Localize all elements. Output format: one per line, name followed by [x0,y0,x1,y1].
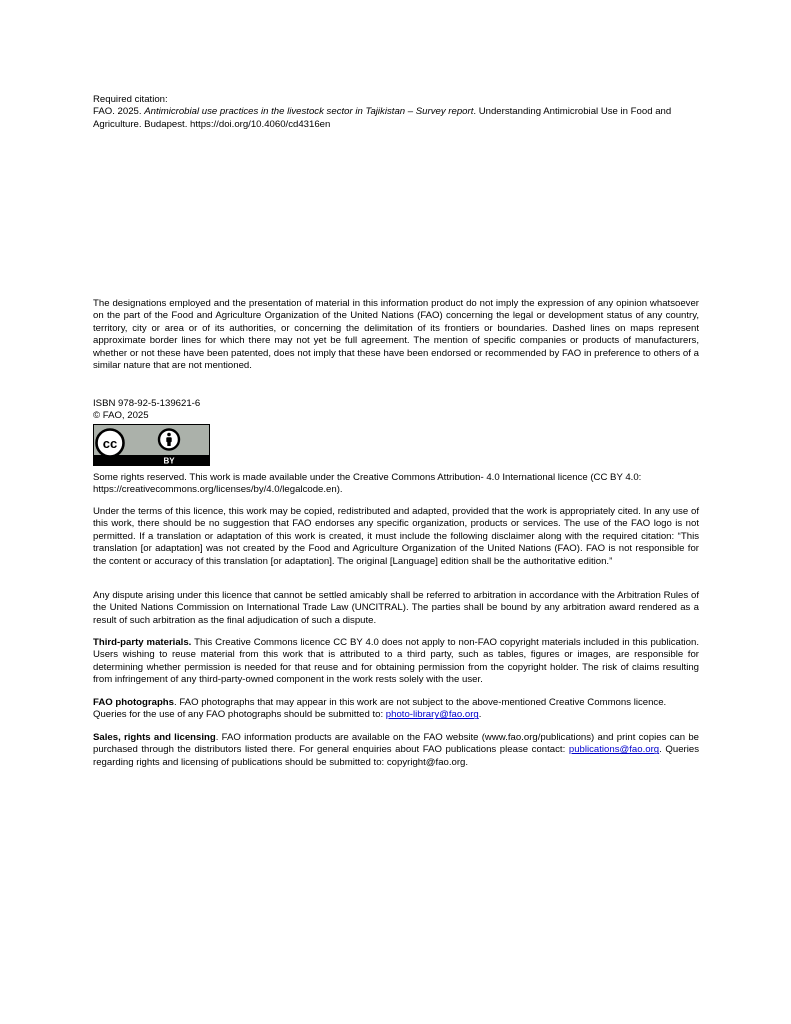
photo-library-email-link[interactable]: photo-library@fao.org [385,709,479,721]
attribution-person-icon [159,430,179,450]
sales-text [93,732,699,769]
rights-text: Some rights reserved. This work is made available under the Creative Commons Attribution- 4.0 International licence (CC BY 4.0: https://creativecommons.org/licenses/by/4.0/legalcode.en). [93,472,642,496]
disclaimer-block [93,298,699,372]
publications-email-link[interactable]: publications@fao.org [568,744,660,756]
rights-block [93,472,699,497]
third-party-text [93,637,699,687]
isbn-text: ISBN 978-92-5-139621-6 [93,398,201,409]
dispute-text: Any dispute arising under this licence that cannot be settled amicably shall be referred to arbitration in accordance with the Arbitration Rules of the United Nations Commission on International Trade Law (UNCITRAL). The parties shall be bound by any arbitration award rendered as a result of such arbitration as the final adjudication of such a dispute. [93,590,699,626]
citation-suffix: . Understanding Antimicrobial Use in Food and Agriculture. Budapest. https://doi.org/10.4060/cd4316en [93,106,672,130]
cc-logo-by-label: BY [163,456,175,466]
third-party-body: This Creative Commons licence CC BY 4.0 does not apply to non-FAO copyright materials included in this publication. Users wishing to reuse material from this work that is attributed to a third party, such as tables, figures or images, are responsible for determining whether permission is needed for that reuse and for obtaining permission from the copyright holder. The risk of claims resulting from infringement of any third-party-owned component in the work rests solely with the user. [93,637,699,686]
sales-block [93,732,699,769]
sales-end: . Queries regarding rights and licensing of publications should be submitted to: copyright@fao.org. [93,744,699,768]
citation-prefix: FAO. 2025. [93,106,145,118]
third-party-heading: Third-party materials. [93,637,192,648]
isbn-block [93,398,699,423]
photos-text [93,697,699,722]
sales-body: . FAO information products are available on the FAO website (www.fao.org/publications) and print copies can be purchased through the distributors listed there. For general enquiries about FAO publications please contact: [93,732,699,756]
terms-text: Under the terms of this licence, this work may be copied, redistributed and adapted, provided that the work is appropriately cited. In any use of this work, there should be no suggestion that FAO endorses any specific organization, products or services. The use of the FAO logo is not permitted. If a translation or adaptation of this work is created, it must include the following disclaimer along with the required citation: “This translation [or adaptation] was not created by the Food and Agriculture Organization of the United Nations (FAO). FAO is not responsible for the content or accuracy of this translation [or adaptation]. The original [Language] edition shall be the authoritative edition.” [93,506,699,567]
citation-text [93,106,699,131]
photos-heading: FAO photographs [93,697,175,708]
photos-block [93,697,699,722]
copyright-text: © FAO, 2025 [93,410,149,422]
citation-block [93,94,699,131]
sales-heading: Sales, rights and licensing [93,732,216,743]
cc-icon [97,430,124,457]
photos-body: . FAO photographs that may appear in this work are not subject to the above-mentioned Creative Commons licence. Queries for the use of any FAO photographs should be submitted to: [93,697,667,721]
citation-title: Antimicrobial use practices in the livestock sector in Tajikistan – Survey report [144,106,474,118]
disclaimer-text: The designations employed and the presentation of material in this information product do not imply the expression of any opinion whatsoever on the part of the Food and Agriculture Organization of the United Nations (FAO) concerning the legal or development status of any country, territory, city or area or of its authorities, or concerning the delimitation of its frontiers or boundaries. Dashed lines on maps represent approximate border lines for which there may not yet be full agreement. The mention of specific companies or products of manufacturers, whether or not these have been patented, does not imply that these have been endorsed or recommended by FAO in preference to others of a similar nature that are not mentioned. [93,298,699,372]
photos-end: . [478,709,482,721]
third-party-block [93,637,699,687]
terms-block [93,506,699,568]
dispute-block [93,590,699,627]
svg-text:cc: cc [102,436,118,451]
cc-by-licence-logo [93,424,210,466]
citation-heading: Required citation: [93,94,168,105]
